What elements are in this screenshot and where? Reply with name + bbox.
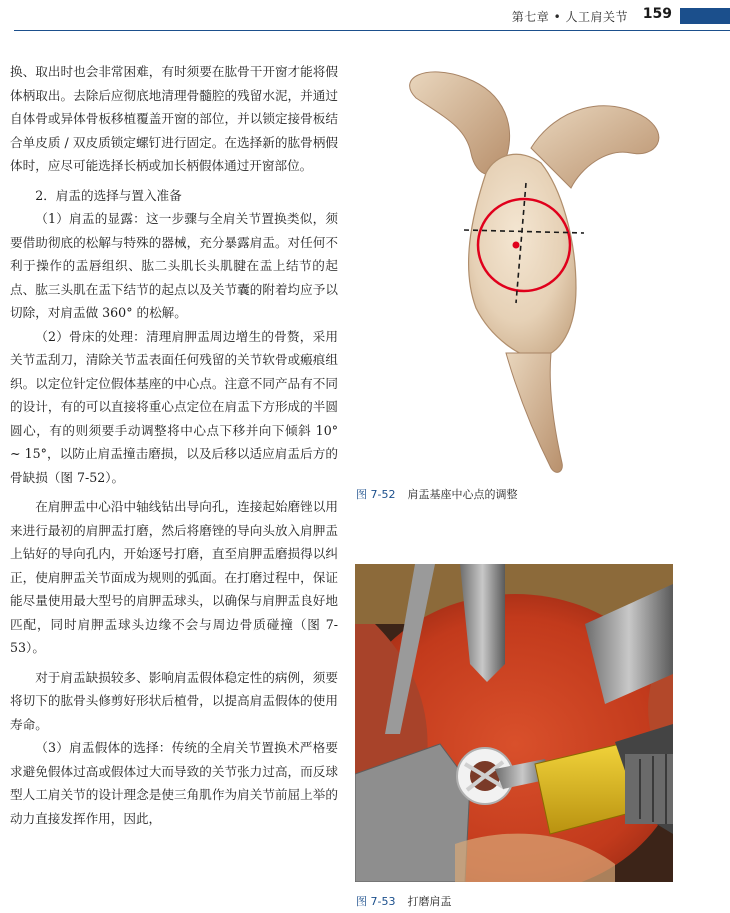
figure-7-52-scapula-illustration [356, 58, 726, 478]
header-accent-bar [680, 8, 730, 24]
figure-number: 图 7-52 [356, 488, 396, 501]
page-header [0, 0, 730, 32]
paragraph: 在肩胛盂中心沿中轴线钻出导向孔，连接起始磨锉以用来进行最初的肩胛盂打磨，然后将磨锉的导向头放入肩胛盂上钻好的导向孔内，开始逐号打磨，直至肩胛盂磨损得以纠正，使肩胛盂关节面成为规则的弧面。在打磨过程中，保证能尽量使用最大型号的肩胛盂球头，以确保与肩胛盂良好地匹配，同时肩胛盂球头边缘不会与周边骨质碰撞（图 7-53）。 [10, 499, 338, 655]
paragraph: 换、取出时也会非常困难，有时须要在肱骨干开窗才能将假体柄取出。去除后应彻底地清理骨髓腔的残留水泥，并通过自体骨或异体骨板移植覆盖开窗的部位，并以锁定接骨板结合单皮质 / 双皮质锁定螺钉进行固定。在选择新的肱骨柄假体时，应尽可能选择长柄或加长柄假体通过开窗部位。 [10, 64, 338, 173]
paragraph: （3）肩盂假体的选择：传统的全肩关节置换术严格要求避免假体过高或假体过大而导致的关节张力过高，而反球型人工肩关节的设计理念是使三角肌作为肩关节前屈上举的动力直接发挥作用，因此， [10, 740, 338, 826]
section-heading: 2．肩盂的选择与置入准备 [35, 187, 182, 203]
figure-7-52-caption [356, 486, 517, 502]
chapter-title: 第七章 • 人工肩关节 [511, 10, 628, 24]
figure-caption-text: 打磨肩盂 [407, 895, 452, 908]
figure-7-53-surgical-photo [355, 564, 673, 882]
figure-caption-text: 肩盂基座中心点的调整 [407, 488, 518, 501]
body-text-column [10, 60, 338, 830]
figure-number: 图 7-53 [356, 895, 396, 908]
paragraph: （2）骨床的处理：清理肩胛盂周边增生的骨赘，采用关节盂刮刀，清除关节盂表面任何残留的关节软骨或瘢痕组织。以定位针定位假体基座的中心点。注意不同产品有不同的设计，有的可以直接将重心点定位在肩盂下方形成的半圆圆心，有的则须要手动调整将中心点下移并向下倾斜 10° ~ 15°，以防止肩盂撞击磨损，以及后移以适应肩盂后方的骨缺损（图 7-52）。 [10, 328, 338, 485]
figure-7-53-caption [356, 893, 451, 909]
page-number: 159 [642, 6, 672, 22]
header-rule [14, 30, 730, 31]
paragraph: 对于肩盂缺损较多、影响肩盂假体稳定性的病例，须要将切下的肱骨头修剪好形状后植骨，以提高肩盂假体的使用寿命。 [10, 669, 338, 732]
paragraph: （1）肩盂的显露：这一步骤与全肩关节置换类似，须要借助彻底的松解与特殊的器械，充分暴露肩盂。对任何不利于操作的盂唇组织、肱二头肌长头肌腱在盂上结节的起点、肱三头肌在盂下结节的起点以及关节囊的附着均应予以切除，对肩盂做 360° 的松解。 [10, 211, 338, 320]
